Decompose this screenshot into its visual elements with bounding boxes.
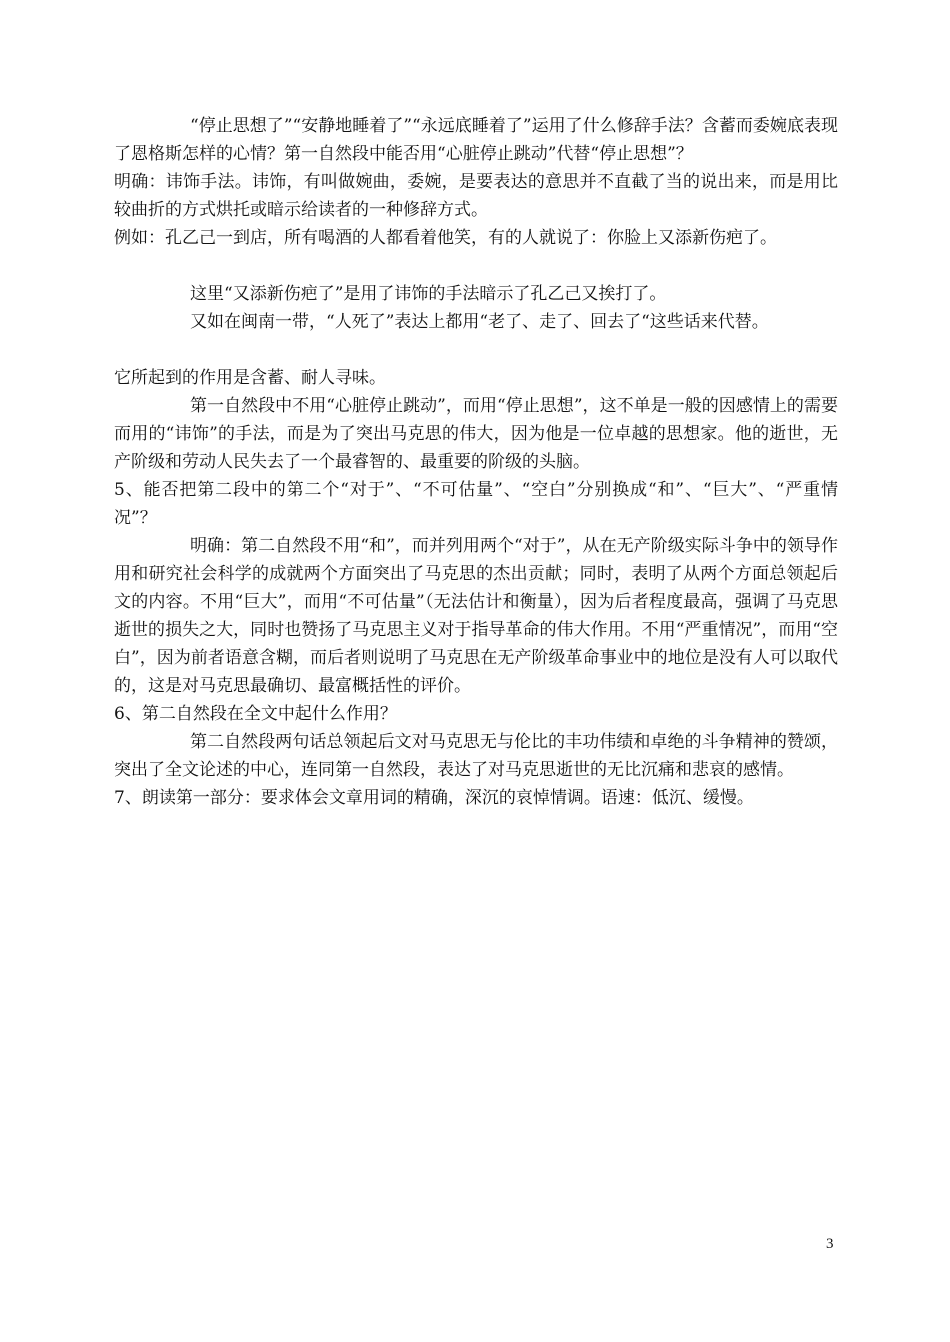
example-explanation: 这里“又添新伤疤了”是用了讳饰的手法暗示了孔乙己又挨打了。 <box>190 284 667 304</box>
effect-statement: 它所起到的作用是含蓄、耐人寻味。 <box>114 368 386 388</box>
example-minnan: 又如在闽南一带，“人死了”表达上都用“老了、走了、回去了“这些话来代替。 <box>190 312 769 332</box>
example-kong-yiji: 例如：孔乙己一到店，所有喝酒的人都看着他笑，有的人就说了：你脸上又添新伤疤了。 <box>114 228 777 248</box>
question-rhetoric: “停止思想了”“安静地睡着了”“永远底睡着了”运用了什么修辞手法？含蓄而委婉底表现了恩格斯怎样的心情？第一自然段中能否用“心脏停止跳动”代替“停止思想”？ <box>114 116 838 164</box>
question-6: 6、第二自然段在全文中起什么作用？ <box>114 704 397 724</box>
page-number: 3 <box>826 1236 834 1252</box>
answer-5: 明确：第二自然段不用“和”，而并列用两个“对于”，从在无产阶级实际斗争中的领导作用和研究社会科学的成就两个方面突出了马克思的杰出贡献；同时，表明了从两个方面总领起后文的内容。不用“巨大”，而用“不可估量”（无法估计和衡量），因为后者程度最高，强调了马克思逝世的损失之大，同时也赞扬了马克思主义对于指导革命的伟大作用。不用“严重情况”，而用“空白”，因为前者语意含糊，而后者则说明了马克思在无产阶级革命事业中的地位是没有人可以取代的，这是对马克思最确切、最富概括性的评价。 <box>114 536 838 696</box>
answer-euphemism: 明确：讳饰手法。讳饰，有叫做婉曲，委婉，是要表达的意思并不直截了当的说出来，而是用比较曲折的方式烘托或暗示给读者的一种修辞方式。 <box>114 172 838 220</box>
first-paragraph-analysis: 第一自然段中不用“心脏停止跳动”，而用“停止思想”，这不单是一般的因感情上的需要而用的“讳饰”的手法，而是为了突出马克思的伟大，因为他是一位卓越的思想家。他的逝世，无产阶级和劳动人民失去了一个最睿智的、最重要的阶级的头脑。 <box>114 396 838 472</box>
document-body <box>114 112 838 812</box>
answer-6: 第二自然段两句话总领起后文对马克思无与伦比的丰功伟绩和卓绝的斗争精神的赞颂，突出了全文论述的中心，连同第一自然段，表达了对马克思逝世的无比沉痛和悲哀的感情。 <box>114 732 838 780</box>
question-5: 5、能否把第二段中的第二个“对于”、“不可估量”、“空白”分别换成“和”、“巨大”、“严重情况”？ <box>114 480 838 528</box>
question-7: 7、朗读第一部分：要求体会文章用词的精确，深沉的哀悼情调。语速：低沉、缓慢。 <box>114 788 754 808</box>
